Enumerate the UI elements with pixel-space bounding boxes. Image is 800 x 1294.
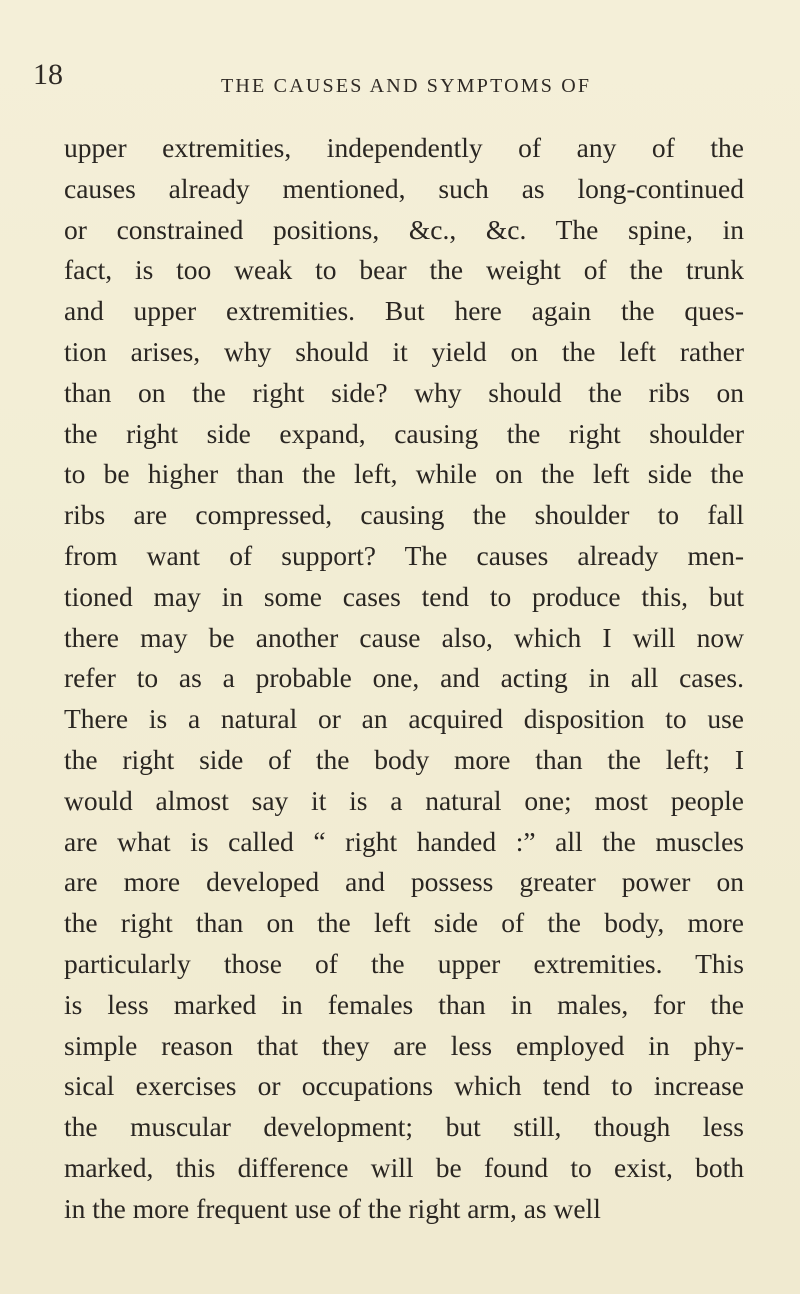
text-line: there may be another cause also, which I will now [64, 621, 744, 653]
text-line: are what is called “ right handed :” all the muscles [64, 825, 744, 857]
page-number: 18 [33, 58, 63, 91]
text-line: refer to as a probable one, and acting in all cases. [64, 662, 744, 694]
text-line: upper extremities, independently of any of the [64, 132, 744, 163]
text-line: is less marked in females than in males, for the [64, 988, 744, 1020]
text-line: in the more frequent use of the right arm, as well [64, 1192, 601, 1224]
text-line: sical exercises or occupations which tend to increase [64, 1070, 744, 1102]
text-line: and upper extremities. But here again the ques- [64, 295, 744, 327]
text-line: marked, this difference will be found to exist, both [64, 1151, 744, 1183]
text-line: would almost say it is a natural one; most people [64, 784, 744, 816]
text-line: fact, is too weak to bear the weight of the trunk [64, 254, 744, 286]
text-line: to be higher than the left, while on the left side the [64, 458, 744, 490]
text-line: from want of support? The causes already men- [64, 539, 744, 571]
text-line: simple reason that they are less employed in phy- [64, 1029, 744, 1061]
body-text [64, 128, 744, 1230]
text-line: or constrained positions, &c., &c. The spine, in [64, 213, 744, 245]
text-line: the muscular development; but still, though less [64, 1111, 744, 1143]
text-line: the right side expand, causing the right shoulder [64, 417, 744, 449]
running-head: THE CAUSES AND SYMPTOMS OF [221, 75, 592, 97]
text-line: tion arises, why should it yield on the left rather [64, 335, 744, 367]
text-line: There is a natural or an acquired disposition to use [64, 703, 744, 735]
text-line: causes already mentioned, such as long-continued [64, 172, 744, 204]
text-line: tioned may in some cases tend to produce this, but [64, 580, 744, 612]
text-line: the right than on the left side of the body, more [64, 907, 744, 939]
text-line: particularly those of the upper extremities. This [64, 947, 744, 979]
text-line: than on the right side? why should the ribs on [64, 376, 744, 408]
text-line: are more developed and possess greater power on [64, 866, 744, 898]
text-line: ribs are compressed, causing the shoulder to fall [64, 499, 744, 531]
text-line: the right side of the body more than the left; I [64, 743, 744, 775]
